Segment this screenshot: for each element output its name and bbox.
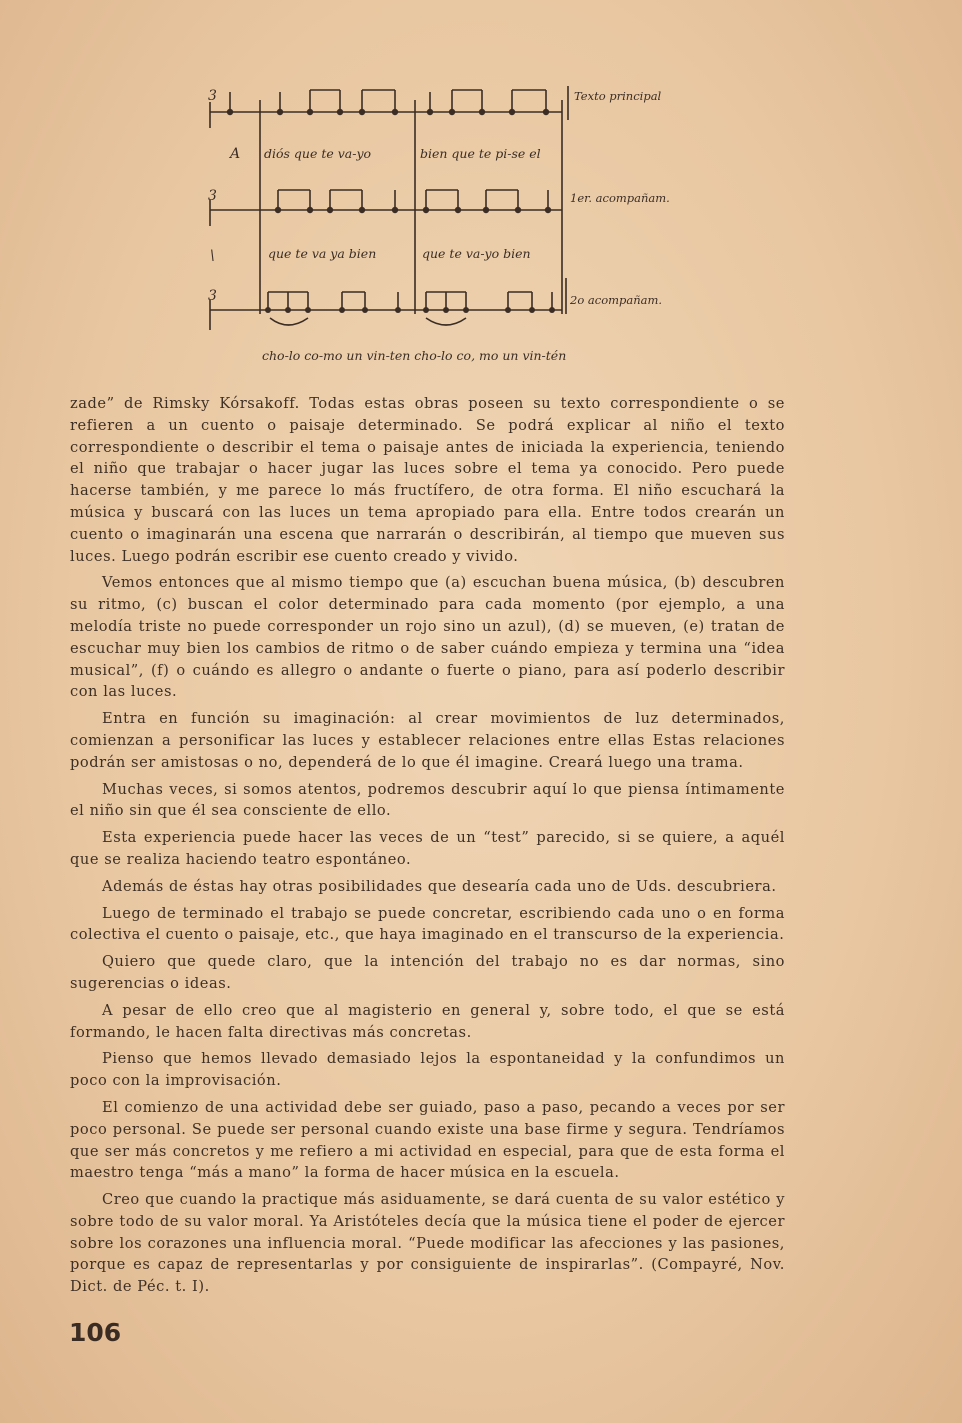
paragraph: A pesar de ello creo que al magisterio en general y, sobre todo, el que se está formando, le hacen falta directivas más concretas. [70, 1001, 785, 1041]
paragraph: Pienso que hemos llevado demasiado lejos la espontaneidad y la confundimos un poco con la improvisación. [70, 1050, 785, 1090]
paragraph: zade” de Rimsky Kórsakoff. Todas estas obras poseen su texto correspondiente o se refieren a un cuento o paisaje determinado. Se podrá explicar al niño el texto correspondiente o describir el tema o paisaje antes de iniciada la experiencia, teniendo el niño que trabajar o hacer jugar las luces sobre el tema ya conocido. Pero puede hacerse también, y me parece lo más fructífero, de otra forma. El niño escuchará la música y buscará con las luces un tema apropiado para ella. Entre todos crearán un cuento o imaginarán una escena que narrarán o describirán, al tiempo que mueven sus luces. Luego podrán escribir ese cuento creado y vivido. [70, 395, 785, 565]
lyric-line1-b: bien que te pi-se el [420, 146, 541, 161]
paragraph: Muchas veces, si somos atentos, podremos descubrir aquí lo que piensa íntimamente el niño sin que él sea consciente de ello. [70, 780, 785, 820]
lyric-line2-a: que te va ya bien [268, 246, 377, 261]
paragraph: Quiero que quede claro, que la intención del trabajo no es dar normas, sino sugerencias o ideas. [70, 953, 785, 992]
page-number: 106 [69, 1318, 122, 1347]
paragraph: Entra en función su imaginación: al crear movimientos de luz determinados, comienzan a personificar las luces y establecer relaciones entre ellas Estas relaciones podrán ser amistosas o no, dependerá de lo que él imagine. Creará luego una trama. [70, 710, 785, 771]
score-drawing [190, 78, 710, 378]
paragraph: Vemos entonces que al mismo tiempo que (a) escuchan buena música, (b) descubren su ritmo, (c) buscan el color determinado para cada momento (por ejemplo, a una melodía triste no puede corresponder un rojo sino un azul), (d) se mueven, (e) tratan de escuchar muy bien los cambios de ritmo o de saber cuándo empieza y termina una “idea musical”, (f) o cuándo es allegro o andante o fuerte o piano, para así poderlo describir con las luces. [70, 574, 785, 701]
time-mark-1: 3 [208, 88, 217, 104]
time-mark-2: 3 [208, 188, 217, 204]
paragraph: Además de éstas hay otras posibilidades que desearía cada uno de Uds. descubriera. [102, 877, 777, 895]
row-mark-b: \ [210, 248, 215, 264]
rhythm-score-figure [190, 78, 710, 378]
label-acomp2: 2o acompañam. [570, 293, 663, 307]
lyric-line1-a: diós que te va-yo [264, 146, 372, 161]
time-mark-3: 3 [208, 288, 217, 304]
lyric-line3: cho-lo co-mo un vin-ten cho-lo co, mo un vin-tén [262, 348, 567, 363]
body-text [70, 393, 785, 1303]
paragraph: Luego de terminado el trabajo se puede concretar, escribiendo cada uno o en forma colectiva el cuento o paisaje, etc., que haya imaginado en el transcurso de la experiencia. [70, 904, 785, 944]
paragraph: El comienzo de una actividad debe ser guiado, paso a paso, pecando a veces por ser poco personal. Se puede ser personal cuando existe una base firme y segura. Tendríamos que ser más concretos y me refiero a mi actividad en especial, para que de esta forma el maestro tenga “más a mano” la forma de hacer música en la escuela. [70, 1098, 785, 1182]
label-texto-principal: Texto principal [574, 89, 662, 103]
label-acomp1: 1er. acompañam. [570, 191, 670, 205]
paragraph: Creo que cuando la practique más asiduamente, se dará cuenta de su valor estético y sobre todo de su valor moral. Ya Aristóteles decía que la música tiene el poder de ejercer sobre los corazones una influencia moral. “Puede modificar las afecciones y las pasiones, porque es capaz de representarlas y por consiguiente de inspirarlas”. (Compayré, Nov. Dict. de Péc. t. I). [70, 1191, 785, 1296]
paragraph: Esta experiencia puede hacer las veces de un “test” parecido, si se quiere, a aquél que se realiza haciendo teatro espontáneo. [70, 829, 785, 868]
row-mark-a: A [230, 146, 241, 162]
lyric-line2-b: que te va-yo bien [422, 246, 531, 261]
